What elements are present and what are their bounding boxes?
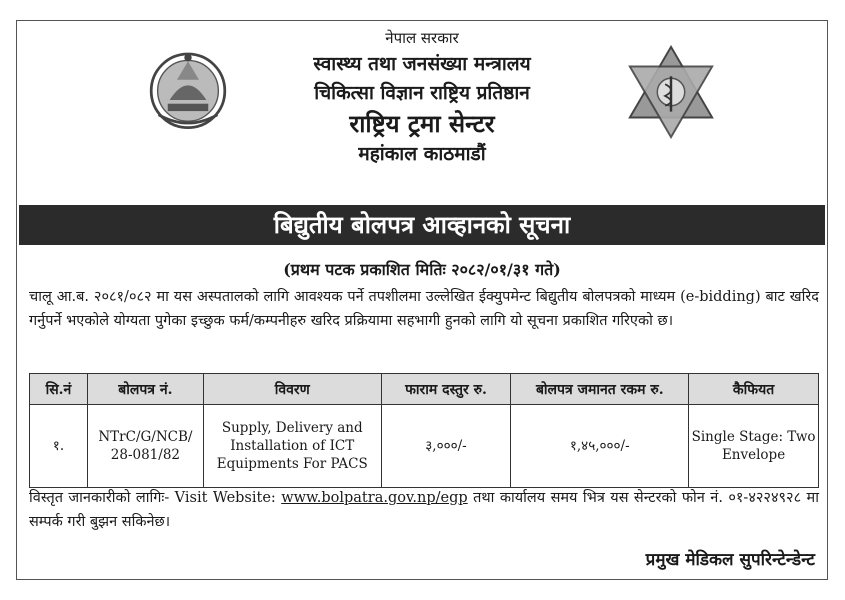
ministry-name: स्वास्थ्य तथा जनसंख्या मन्त्रालय bbox=[313, 53, 531, 75]
govt-name: नेपाल सरकार bbox=[385, 29, 459, 47]
col-header-bid-security: बोलपत्र जमानत रकम रु. bbox=[511, 374, 689, 405]
col-header-sn: सि.नं bbox=[30, 374, 88, 405]
notice-title-banner: बिद्युतीय बोलपत्र आव्हानको सूचना bbox=[19, 205, 825, 245]
contact-suffix: तथा कार्यालय समय भित्र यस सेन्टरको फोन नं. ०१-४२२४९२८ मा सम्पर्क गरी बुझन सकिनेछ। bbox=[29, 490, 819, 530]
cell-remarks: Single Stage: Two Envelope bbox=[689, 405, 819, 488]
cell-form-fee: ३,०००/- bbox=[381, 405, 511, 488]
col-header-description: विवरण bbox=[203, 374, 381, 405]
col-header-form-fee: फाराम दस्तुर रु. bbox=[381, 374, 511, 405]
cell-bid-no: NTrC/G/NCB/ 28-081/82 bbox=[87, 405, 203, 488]
cell-bid-security: १,४५,०००/- bbox=[511, 405, 689, 488]
cell-sn: १. bbox=[30, 405, 88, 488]
cell-description: Supply, Delivery and Installation of ICT Equipments For PACS bbox=[203, 405, 381, 488]
website-link[interactable]: www.bolpatra.gov.np/egp bbox=[281, 490, 468, 506]
contact-info bbox=[29, 486, 819, 534]
table-row bbox=[30, 405, 819, 488]
intro-paragraph: चालू आ.ब. २०८१/०८२ मा यस अस्पतालको लागि आवश्यक पर्ने तपशीलमा उल्लेखित ईक्युपमेन्ट बिद्युतीय बोलपत्रको माध्यम (e-bidding) बाट खरिद गर्नुपर्ने भएकोले योग्यता पुगेका इच्छुक फर्म/कम्पनीहरु खरिद प्रक्रियामा सहभागी हुनको लागि यो सूचना प्रकाशित गरिएको छ। bbox=[29, 289, 819, 329]
notice-frame bbox=[16, 20, 828, 580]
col-header-remarks: कैफियत bbox=[689, 374, 819, 405]
col-header-bid-no: बोलपत्र नं. bbox=[87, 374, 203, 405]
academy-name: चिकित्सा विज्ञान राष्ट्रिय प्रतिष्ठान bbox=[314, 82, 530, 104]
center-location: महांकाल काठमाडौं bbox=[358, 143, 486, 165]
table-header-row bbox=[30, 374, 819, 405]
signatory: प्रमुख मेडिकल सुपरिन्टेन्डेन्ट bbox=[645, 550, 815, 570]
letterhead bbox=[17, 27, 827, 164]
contact-prefix: विस्तृत जानकारीको लागिः- Visit Website: bbox=[29, 490, 282, 506]
publish-date: (प्रथम पटक प्रकाशित मितिः २०८२/०१/३१ गते) bbox=[283, 260, 561, 279]
bid-table bbox=[29, 373, 819, 488]
center-name: राष्ट्रिय ट्रमा सेन्टर bbox=[349, 109, 495, 138]
